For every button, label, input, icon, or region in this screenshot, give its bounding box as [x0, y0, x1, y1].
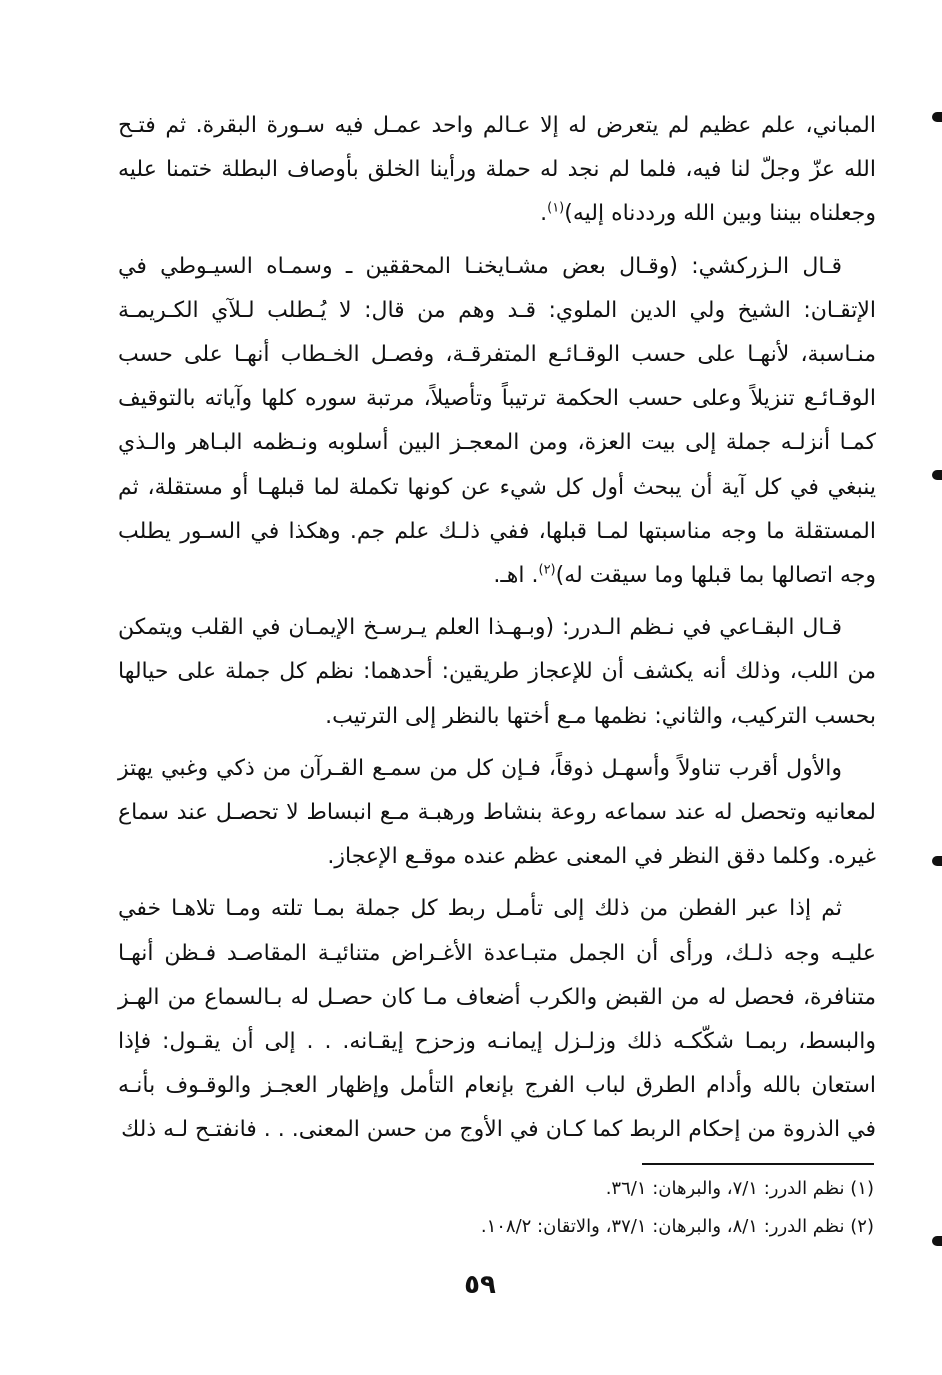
scan-edge-mark	[932, 112, 942, 122]
scan-edge-mark	[932, 1236, 942, 1246]
footnote-ref-1: (١)	[547, 201, 565, 217]
scan-edge-mark	[932, 470, 942, 480]
paragraph-2	[118, 245, 876, 599]
paragraph-5: ثم إذا عبر الفطن من ذلك إلى تأمـل ربط كل جملة بمـا تلته ومـا تلاهـا خفي عليـه وجه ذلـك، ورأى أن الجمل متبـاعدة الأغـراض متنائيـة المقاصـد فـظن أنهـا متنافرة، فحصل له من القبض والكرب أضعاف مـا كان حصـل له بـالسماع من الهـز والبسط، ربمـا شكّكـه ذلك وزلـزل إيمانـه وزحزح إيقـانه. . . إلى أن يقـول: فإذا استعان بالله وأدام الطرق لباب الفرج بإنعام التأمل وإظهار العجـز والوقـوف بأنـه في الذروة من إحكام الربط كما كـان في الأوج من حسن المعنى. . . فانفتـح لـه ذلك	[118, 896, 876, 1143]
footnote-1: (١) نظم الدرر: ٧/١، والبرهان: ٣٦/١.	[605, 1178, 874, 1199]
main-text	[118, 104, 876, 1161]
scan-edge-mark	[932, 856, 942, 866]
page-number: ٥٩	[464, 1270, 496, 1300]
footnote-2: (٢) نظم الدرر: ٨/١، والبرهان: ٣٧/١، والاتقان: ١٠٨/٢.	[480, 1216, 874, 1237]
paragraph-4: والأول أقرب تناولاً وأسهـل ذوقاً، فـإن كل من سمـع القـرآن من ذكي وغبي يهتز لمعانيه وتحصل له عند سماعه روعة بنشاط ورهبـة مـع انبساط لا تحصـل عند سماع غيره. وكلما دقق النظر في المعنى عظم عنده موقـع الإعجاز.	[118, 755, 876, 870]
paragraph-1	[118, 104, 876, 237]
footnote-ref-2: (٢)	[538, 562, 556, 578]
paragraph-2-text: قـال الـزركشي: (وقـال بعض مشـايخنـا المحققين ـ وسمـاه السيـوطي في الإتقـان: الشيخ ولي الدين الملوي: قـد وهم من قال: لا يُـطلب لـلآي الكـريمـة منـاسبة، لأنهـا على حسب الوقـائـع المتفرقـة، وفصـل الخـطاب أنهـا على حسب الوقـائـع تنزيلاً وعلى حسب الحكمة ترتيباً وتأصيلاً، مرتبة سوره كلها وآياته بالتوقيف كمـا أنزلـه جملة إلى بيت العزة، ومن المعجـز البين أسلوبه ونـظمه البـاهر والـذي ينبغي في كل آية أن يبحث أول كل شيء عن كونها تكملة لما قبلهـا أو مستقلة، ثم المستقلة ما وجه مناسبتها لمـا قبلها، ففي ذلـك علم جم. وهكذا في السـور يطلب وجه اتصالها بما قبلها وما سيقت له)	[118, 253, 876, 589]
paragraph-3: قـال البقـاعي في نـظم الـدرر: (وبـهـذا العلم يـرسـخ الإيمـان في القلب ويتمكن من اللب، وذلك أنه يكشف أن للإعجاز طريقين: أحدهما: نظم كل جملة على حيالها بحسب التركيب، والثاني: نظمها مـع أختها بالنظر إلى الترتيب.	[118, 615, 876, 729]
paragraph-1-text: المباني، علم عظيم لم يتعرض له إلا عـالم واحد عمـل فيه سـورة البقرة. ثم فتـح الله عزّ وجلّ لنا فيه، فلما لم نجد له حملة ورأينا الخلق بأوصاف البطلة ختمنا عليه وجعلناه بيننا وبين الله ورددناه إليه)	[118, 113, 876, 227]
paragraph-1-tail: .	[540, 201, 548, 227]
footnote-divider	[642, 1163, 874, 1165]
paragraph-2-tail: . اهـ.	[493, 563, 539, 589]
footnotes	[300, 1170, 874, 1246]
